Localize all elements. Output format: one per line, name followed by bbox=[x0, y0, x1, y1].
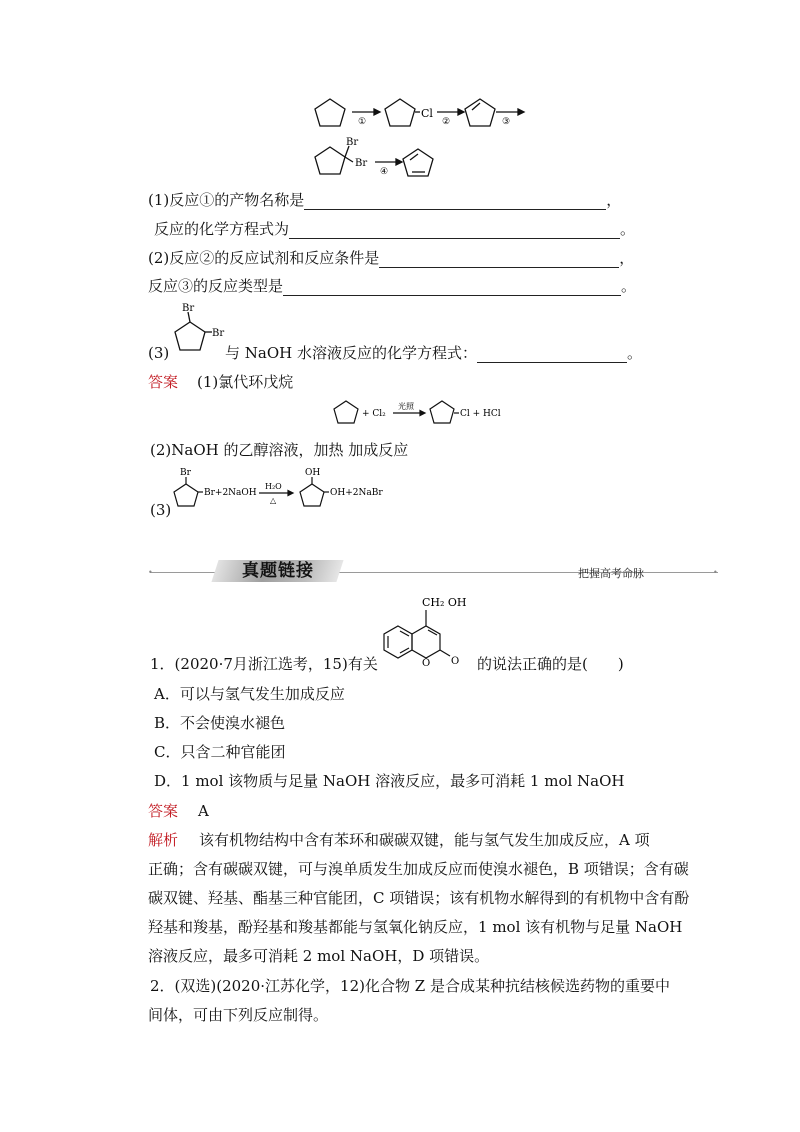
answer-blank[interactable] bbox=[283, 279, 621, 296]
dibromocyclopentane-structure bbox=[315, 147, 345, 174]
analysis-line: 羟基和羧基，酚羟基和羧基都能与氢氧化钠反应，1 mol 该有机物与足量 NaOH bbox=[148, 918, 683, 936]
question-1a: (1)反应①的产物名称是 ， bbox=[148, 191, 622, 209]
analysis-line: 正确；含有碳碳双键，可与溴单质发生加成反应而使溴水褪色，B 项错误；含有碳 bbox=[148, 860, 689, 878]
question-1b: 反应的化学方程式为 。 bbox=[154, 220, 636, 238]
answer-1: (1)氯代环戊烷 bbox=[197, 373, 294, 391]
q3-dibromo-structure bbox=[160, 300, 230, 360]
svg-text:Br: Br bbox=[180, 468, 191, 478]
svg-text:Br: Br bbox=[182, 303, 195, 314]
svg-text:+ Cl₂: + Cl₂ bbox=[362, 409, 386, 419]
bromine-top-label: Br bbox=[346, 137, 359, 148]
svg-text:△: △ bbox=[270, 496, 277, 505]
question-2a: (2)反应②的反应试剂和反应条件是 ， bbox=[148, 249, 635, 267]
reaction-scheme bbox=[300, 88, 540, 188]
answer-label: 答案 bbox=[148, 802, 179, 820]
option-b[interactable]: B．不会使溴水褪色 bbox=[154, 714, 286, 732]
svg-text:O: O bbox=[451, 656, 460, 667]
svg-text:Br+2NaOH: Br+2NaOH bbox=[204, 488, 257, 498]
svg-text:OH: OH bbox=[305, 468, 321, 478]
analysis-line: 溶液反应，最多可消耗 2 mol NaOH，D 项错误。 bbox=[148, 947, 490, 965]
problem1-stem-a: 1．(2020·7月浙江选考，15)有关 bbox=[150, 655, 378, 673]
analysis-line: 碳双键、羟基、酯基三种官能团，C 项错误；该有机物水解得到的有机物中含有酚 bbox=[148, 889, 690, 907]
question-3: 与 NaOH 水溶液反应的化学方程式： 。 bbox=[225, 344, 642, 362]
answer-2: (2)NaOH 的乙醇溶液，加热 加成反应 bbox=[150, 441, 409, 459]
divider-dots-right: • bbox=[713, 568, 718, 577]
section-subtitle: 把握高考命脉 bbox=[578, 567, 644, 580]
svg-text:H₂O: H₂O bbox=[265, 482, 282, 491]
svg-text:光照: 光照 bbox=[398, 402, 414, 411]
answer-value: A bbox=[198, 802, 209, 820]
svg-text:Br: Br bbox=[212, 328, 225, 339]
equation-hydrolysis bbox=[170, 466, 400, 516]
coumarin-structure bbox=[376, 590, 476, 672]
chlorocyclopentane-structure bbox=[385, 99, 415, 126]
step2-label: ② bbox=[442, 117, 451, 127]
option-d[interactable]: D．1 mol 该物质与足量 NaOH 溶液反应，最多可消耗 1 mol NaOH bbox=[154, 772, 625, 790]
analysis-label: 解析 bbox=[148, 831, 179, 849]
answer-blank[interactable] bbox=[304, 193, 606, 210]
divider-dots-left: • bbox=[148, 568, 153, 577]
answer-blank[interactable] bbox=[379, 251, 619, 268]
answer-blank[interactable] bbox=[477, 346, 627, 363]
step3-label: ③ bbox=[502, 117, 511, 127]
step1-label: ① bbox=[358, 117, 367, 127]
problem1-stem-b: 的说法正确的是( ) bbox=[477, 655, 624, 673]
answer-blank[interactable] bbox=[289, 222, 620, 239]
chlorine-label: Cl bbox=[421, 107, 433, 120]
question-3-num: (3) bbox=[148, 344, 170, 362]
svg-text:OH+2NaBr: OH+2NaBr bbox=[330, 488, 383, 498]
equation-chlorination bbox=[328, 395, 508, 435]
option-c[interactable]: C．只含二种官能团 bbox=[154, 743, 286, 761]
answer-3-num: (3) bbox=[150, 501, 172, 519]
bromine-side-label: Br bbox=[355, 158, 368, 169]
problem2-line: 间体，可由下列反应制得。 bbox=[148, 1006, 329, 1024]
analysis-line: 该有机物结构中含有苯环和碳碳双键，能与氢气发生加成反应，A 项 bbox=[199, 831, 650, 849]
answer-label: 答案 bbox=[148, 373, 179, 391]
svg-text:Cl + HCl: Cl + HCl bbox=[460, 409, 501, 419]
option-a[interactable]: A．可以与氢气发生加成反应 bbox=[154, 685, 345, 703]
svg-text:O: O bbox=[422, 658, 431, 669]
cyclopentane-structure bbox=[315, 99, 345, 126]
step4-label: ④ bbox=[380, 167, 389, 177]
question-2b: 反应③的反应类型是 。 bbox=[148, 277, 637, 295]
svg-text:CH₂ OH: CH₂ OH bbox=[422, 596, 467, 609]
section-title: 真题链接 bbox=[242, 561, 314, 581]
problem2-line: 2．(双选)(2020·江苏化学，12)化合物 Z 是合成某种抗结核候选药物的重要中 bbox=[150, 977, 670, 995]
